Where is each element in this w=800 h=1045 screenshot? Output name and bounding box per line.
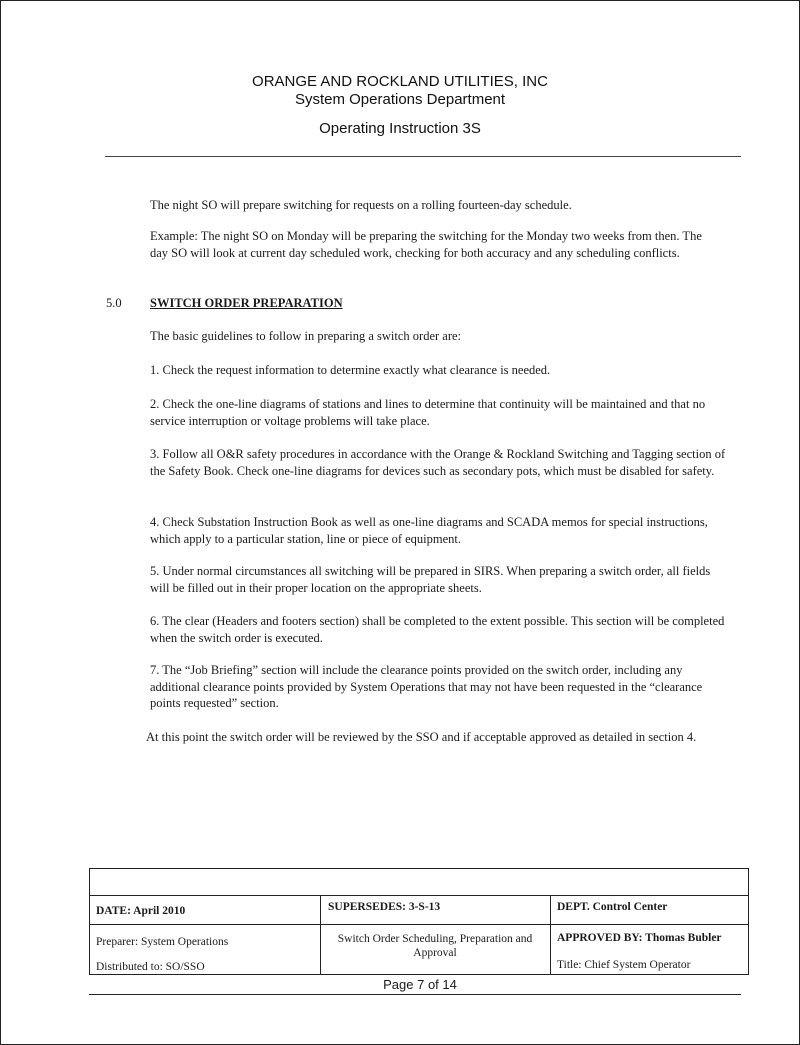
section-lead: The basic guidelines to follow in preparing a switch order are: [150,329,462,343]
intro-paragraph-1: The night SO will prepare switching for requests on a rolling fourteen-day schedule. [150,198,572,212]
guideline-item-4: 4. Check Substation Instruction Book as well as one-line diagrams and SCADA memos for special instructions, which apply to a particular station, line or piece of equipment. [150,515,708,546]
guideline-item-1: 1. Check the request information to determine exactly what clearance is needed. [150,363,551,377]
footer-dept: DEPT. Control Center [557,901,668,913]
footer-row-divider-2 [90,924,748,925]
footer-date: DATE: April 2010 [96,905,186,917]
guideline-item-6: 6. The clear (Headers and footers section) shall be completed to the extent possible. This section will be completed when the switch order is executed. [150,614,725,645]
department-name: System Operations Department [294,91,506,108]
footer-supersedes: SUPERSEDES: 3-S-13 [328,901,441,913]
footer-table [89,868,749,975]
footer-preparer: Preparer: System Operations [96,936,229,948]
closing-paragraph: At this point the switch order will be reviewed by the SSO and if acceptable approved as detailed in section 4. [146,730,697,744]
footer-distributed: Distributed to: SO/SSO [96,961,205,973]
page-number: Page 7 of 14 [383,977,457,992]
guideline-item-3: 3. Follow all O&R safety procedures in accordance with the Orange & Rockland Switching and Tagging section of the Safety Book. Check one-line diagrams for devices such as secondary pots, which must be disabled for safety. [150,447,726,478]
header-divider [105,156,741,157]
section-number: 5.0 [106,296,122,310]
guideline-item-5: 5. Under normal circumstances all switching will be prepared in SIRS. When preparing a switch order, all fields will be filled out in their proper location on the appropriate sheets. [150,564,711,595]
footer-col-divider-1 [320,895,321,975]
company-name: ORANGE AND ROCKLAND UTILITIES, INC [252,73,548,90]
bottom-divider [89,994,741,995]
section-title: SWITCH ORDER PREPARATION [150,296,343,310]
footer-col-divider-2 [550,895,551,975]
footer-subject: Switch Order Scheduling, Preparation and Approval [337,933,533,959]
instruction-title: Operating Instruction 3S [319,120,481,137]
footer-row-divider-1 [90,895,748,896]
intro-paragraph-2: Example: The night SO on Monday will be preparing the switching for the Monday two weeks from then. The day SO will look at current day scheduled work, checking for both accuracy and any scheduling conflicts. [150,229,702,260]
guideline-item-2: 2. Check the one-line diagrams of stations and lines to determine that continuity will be maintained and that no service interruption or voltage problems will take place. [150,397,706,428]
footer-approved-by: APPROVED BY: Thomas Bubler [557,932,722,944]
footer-title: Title: Chief System Operator [557,959,691,971]
guideline-item-7: 7. The “Job Briefing” section will include the clearance points provided on the switch order, including any additional clearance points provided by System Operations that may not have been requested in the “clearance points requested” section. [150,663,703,710]
